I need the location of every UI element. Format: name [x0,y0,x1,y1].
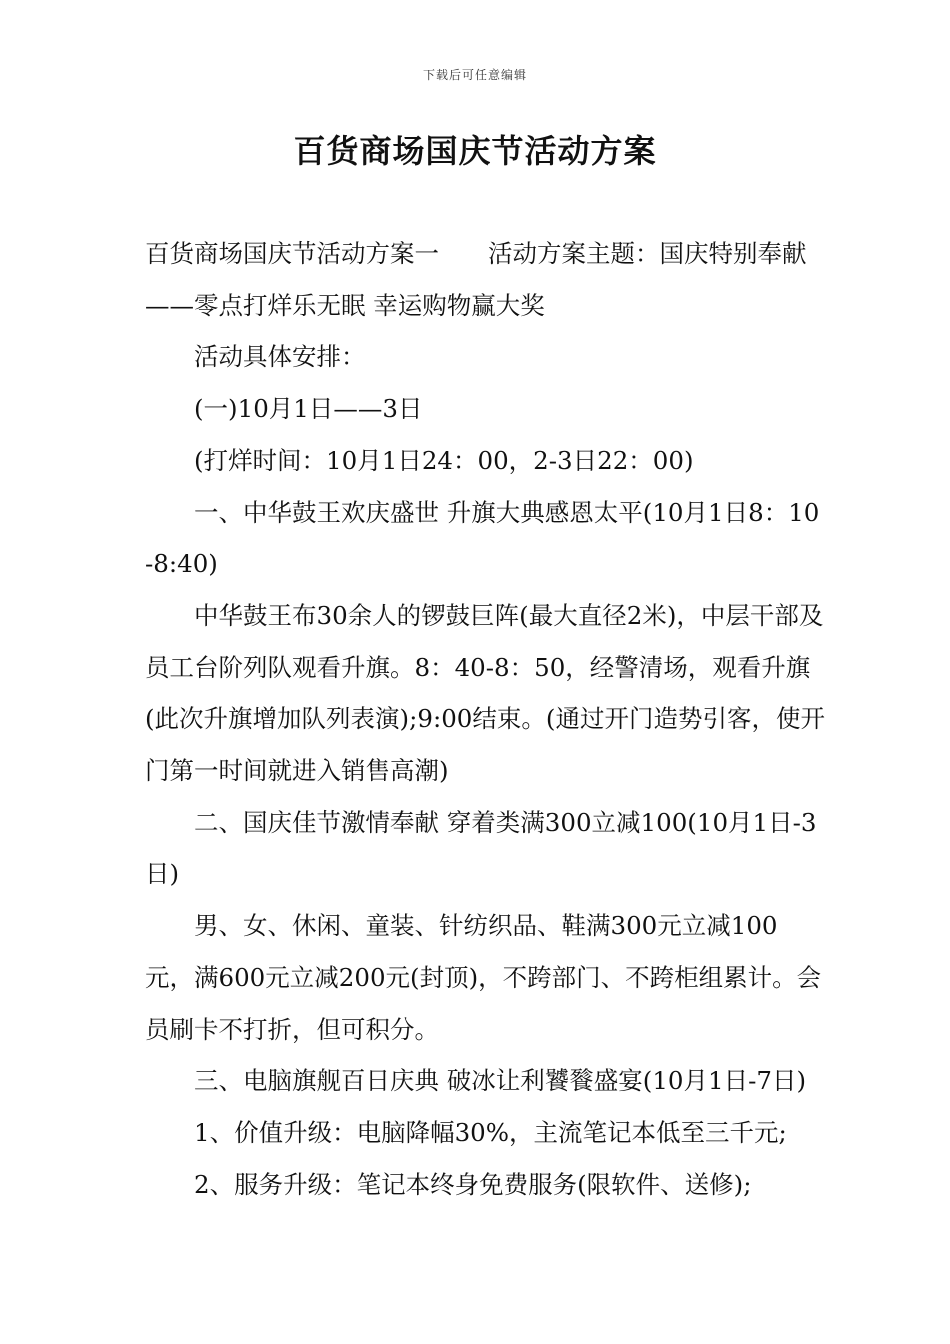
paragraph-schedule-heading: 活动具体安排： [194,342,366,372]
paragraph-closing-time: (打烊时间：10月1日24：00，2-3日22：00) [194,445,694,475]
header-note: 下载后可任意编辑 [422,68,527,82]
paragraph-section-two-detail: 男、女、休闲、童装、针纺织品、鞋满300元立减100元，满600元立减200元(封顶)，不跨部门、不跨柜组累计。会员刷卡不打折，但可积分。 [145,911,822,1044]
document-title: 百货商场国庆节活动方案 [293,132,657,170]
paragraph-section-one-detail: 中华鼓王布30余人的锣鼓巨阵(最大直径2米)，中层干部及员工台阶列队观看升旗。8：40-8：50，经警清场，观看升旗(此次升旗增加队列表演);9:00结束。(通过开门造势引客，使开门第一时间就进入销售高潮) [145,600,825,786]
paragraph-item-two: 2、服务升级：笔记本终身免费服务(限软件、送修); [194,1169,752,1199]
document-body [145,228,825,1210]
paragraph-section-one: 一、中华鼓王欢庆盛世 升旗大典感恩太平(10月1日8：10-8:40) [145,497,820,579]
paragraph-section-two: 二、国庆佳节激情奉献 穿着类满300立减100(10月1日-3日) [145,807,817,889]
paragraph-section-three: 三、电脑旗舰百日庆典 破冰让利饕餮盛宴(10月1日-7日) [194,1066,807,1096]
paragraph-date-range: (一)10月1日——3日 [194,394,423,424]
paragraph-intro: 百货商场国庆节活动方案一 活动方案主题：国庆特别奉献——零点打烊乐无眠 幸运购物赢大奖 [145,239,807,320]
paragraph-item-one: 1、价值升级：电脑降幅30%，主流笔记本低至三千元; [194,1117,787,1147]
